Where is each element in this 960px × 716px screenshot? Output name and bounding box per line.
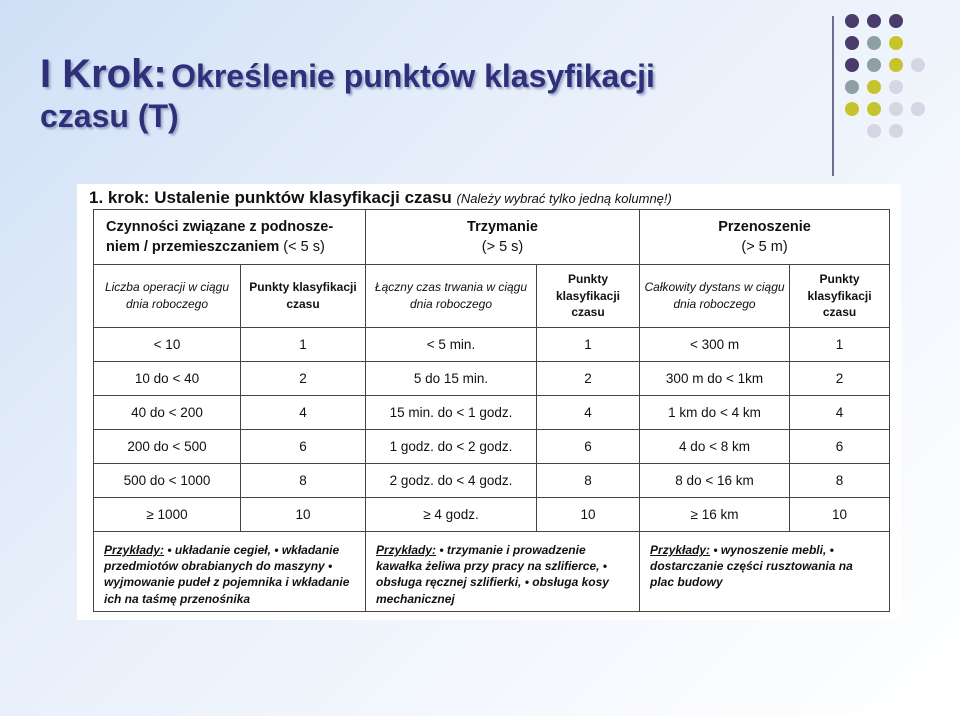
table-row — [94, 362, 890, 396]
decorative-dot — [889, 36, 903, 50]
points-cell: 2 — [790, 362, 890, 396]
points-cell: 8 — [241, 464, 366, 498]
points-cell: 4 — [790, 396, 890, 430]
points-cell: 4 — [241, 396, 366, 430]
slide-title — [40, 54, 800, 132]
table-header-note: (Należy wybrać tylko jedną kolumnę!) — [456, 191, 672, 206]
range-cell: 15 min. do < 1 godz. — [366, 396, 537, 430]
group-header-row — [94, 210, 890, 265]
points-cell: 1 — [241, 328, 366, 362]
examples-cell-holding: Przykłady: • trzymanie i prowadzenie kawałka żeliwa przy pracy na szlifierce, • obsługa ręcznej szlifierki, • obsługa kosy mechanicznej — [366, 532, 640, 612]
points-cell: 6 — [241, 430, 366, 464]
points-cell: 4 — [537, 396, 640, 430]
examples-row — [94, 532, 890, 612]
points-cell: 8 — [537, 464, 640, 498]
range-cell: 5 do 15 min. — [366, 362, 537, 396]
range-cell: 1 godz. do < 2 godz. — [366, 430, 537, 464]
decorative-dot — [911, 58, 925, 72]
classification-table-image — [77, 184, 901, 620]
decorative-dot — [889, 58, 903, 72]
title-rest: Określenie punktów klasyfikacji — [171, 58, 655, 94]
points-cell: 2 — [241, 362, 366, 396]
subheader-cell: Punkty klasyfikacji czasu — [537, 265, 640, 328]
decorative-dot — [867, 124, 881, 138]
subheader-cell: Całkowity dystans w ciągu dnia roboczego — [640, 265, 790, 328]
decorative-dot — [845, 36, 859, 50]
decorative-dot — [889, 14, 903, 28]
table-row — [94, 396, 890, 430]
table-row — [94, 328, 890, 362]
points-cell: 6 — [537, 430, 640, 464]
subheader-cell: Punkty klasyfikacji czasu — [790, 265, 890, 328]
table-header-title: 1. krok: Ustalenie punktów klasyfikacji czasu — [89, 188, 452, 207]
decorative-dot — [867, 58, 881, 72]
range-cell: 10 do < 40 — [94, 362, 241, 396]
title-line2: czasu (T) — [40, 98, 179, 134]
decorative-dot — [889, 102, 903, 116]
subheader-cell: Łączny czas trwania w ciągu dnia roboczego — [366, 265, 537, 328]
decorative-dot — [867, 80, 881, 94]
examples-cell-carrying: Przykłady: • wynoszenie mebli, • dostarczanie części rusztowania na plac budowy — [640, 532, 890, 612]
decorative-dot — [845, 80, 859, 94]
range-cell: 500 do < 1000 — [94, 464, 241, 498]
points-cell: 1 — [790, 328, 890, 362]
range-cell: < 10 — [94, 328, 241, 362]
group-header-carrying: Przenoszenie (> 5 m) — [640, 210, 890, 265]
points-cell: 6 — [790, 430, 890, 464]
table-header — [89, 188, 672, 208]
decorative-dot — [889, 80, 903, 94]
range-cell: 8 do < 16 km — [640, 464, 790, 498]
range-cell: 1 km do < 4 km — [640, 396, 790, 430]
decorative-dot — [867, 36, 881, 50]
decorative-dot — [845, 102, 859, 116]
points-cell: 8 — [790, 464, 890, 498]
table-row — [94, 464, 890, 498]
group-header-holding: Trzymanie (> 5 s) — [366, 210, 640, 265]
decorative-dot — [911, 102, 925, 116]
subheader-cell: Liczba operacji w ciągu dnia roboczego — [94, 265, 241, 328]
title-prefix: I Krok: — [40, 52, 167, 96]
points-cell: 10 — [241, 498, 366, 532]
subheader-row — [94, 265, 890, 328]
range-cell: 4 do < 8 km — [640, 430, 790, 464]
range-cell: 300 m do < 1km — [640, 362, 790, 396]
range-cell: ≥ 4 godz. — [366, 498, 537, 532]
range-cell: ≥ 16 km — [640, 498, 790, 532]
range-cell: 40 do < 200 — [94, 396, 241, 430]
points-cell: 10 — [790, 498, 890, 532]
group-header-lifting: Czynności związane z podnosze-niem / przemieszczaniem (< 5 s) — [94, 210, 366, 265]
range-cell: 200 do < 500 — [94, 430, 241, 464]
decorative-dot — [867, 14, 881, 28]
decorative-divider — [832, 16, 834, 176]
range-cell: < 300 m — [640, 328, 790, 362]
table-row — [94, 430, 890, 464]
table-row — [94, 498, 890, 532]
points-cell: 10 — [537, 498, 640, 532]
subheader-cell: Punkty klasyfikacji czasu — [241, 265, 366, 328]
range-cell: 2 godz. do < 4 godz. — [366, 464, 537, 498]
classification-table — [93, 209, 890, 612]
range-cell: < 5 min. — [366, 328, 537, 362]
decorative-dot — [867, 102, 881, 116]
decorative-dot — [845, 58, 859, 72]
decorative-dot — [845, 14, 859, 28]
points-cell: 1 — [537, 328, 640, 362]
range-cell: ≥ 1000 — [94, 498, 241, 532]
decorative-dot — [889, 124, 903, 138]
points-cell: 2 — [537, 362, 640, 396]
examples-cell-lifting: Przykłady: • układanie cegieł, • wkładanie przedmiotów obrabianych do maszyny • wyjmowanie pudeł z pojemnika i wkładanie ich na taśmę przenośnika — [94, 532, 366, 612]
